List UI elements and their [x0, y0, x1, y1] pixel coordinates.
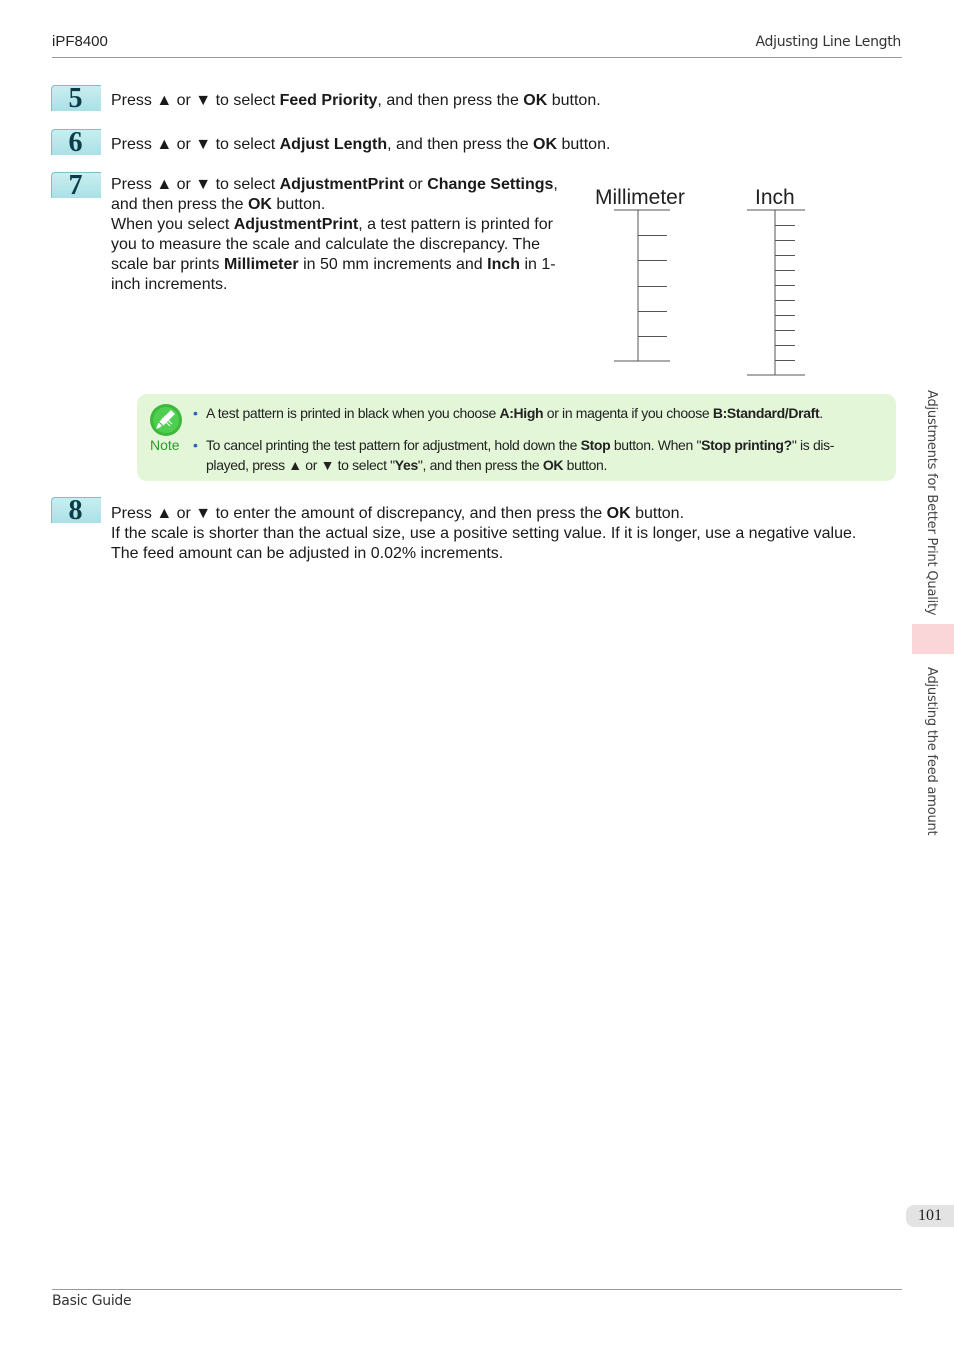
step-5-number: 5 [51, 85, 101, 111]
note-item-1-text: A test pattern is printed in black when you choose A:High or in magenta if you choose B:Standard/Draft. [206, 405, 823, 421]
footer-divider [52, 1289, 902, 1290]
side-tab-current-marker [912, 624, 954, 654]
header-divider [52, 57, 902, 58]
bullet-icon: • [193, 437, 198, 453]
side-tab-chapter[interactable]: Adjustments for Better Print Quality [924, 390, 939, 616]
bullet-icon: • [193, 405, 198, 421]
page-number: 101 [906, 1205, 954, 1227]
note-item-2-text: To cancel printing the test pattern for adjustment, hold down the Stop button. When "Stop printing?" is dis- played, press ▲ or ▼ to select "Yes", and then press the OK button. [206, 437, 835, 473]
header-model: iPF8400 [52, 33, 108, 50]
note-label: Note [150, 437, 180, 453]
step-6-text: Press ▲ or ▼ to select Adjust Length, and then press the OK button. [111, 136, 611, 153]
step-5-text: Press ▲ or ▼ to select Feed Priority, and then press the OK button. [111, 92, 601, 109]
step-6-number: 6 [51, 129, 101, 155]
step-8-number: 8 [51, 497, 101, 523]
header-section-title: Adjusting Line Length [755, 34, 901, 50]
note-item-2 [193, 435, 883, 475]
scale-bar-diagram [593, 182, 808, 378]
note-pencil-icon [149, 403, 183, 437]
footer-guide-name: Basic Guide [52, 1293, 132, 1309]
step-7-number: 7 [51, 172, 101, 198]
step-7-text: Press ▲ or ▼ to select AdjustmentPrint or Change Settings, and then press the OK button. When you select AdjustmentPrint, a test pattern is printed for you to measure the scale and calculate the discrepancy. The scale bar prints Millimeter in 50 mm increments and Inch in 1- inch increments. [111, 176, 558, 293]
inch-label: Inch [755, 186, 795, 209]
note-item-1 [193, 403, 883, 423]
millimeter-label: Millimeter [595, 186, 685, 209]
step-8-text: Press ▲ or ▼ to enter the amount of discrepancy, and then press the OK button. If the scale is shorter than the actual size, use a positive setting value. If it is longer, use a negative value. The feed amount can be adjusted in 0.02% increments. [111, 505, 857, 562]
side-tab-section[interactable]: Adjusting the feed amount [924, 667, 939, 836]
